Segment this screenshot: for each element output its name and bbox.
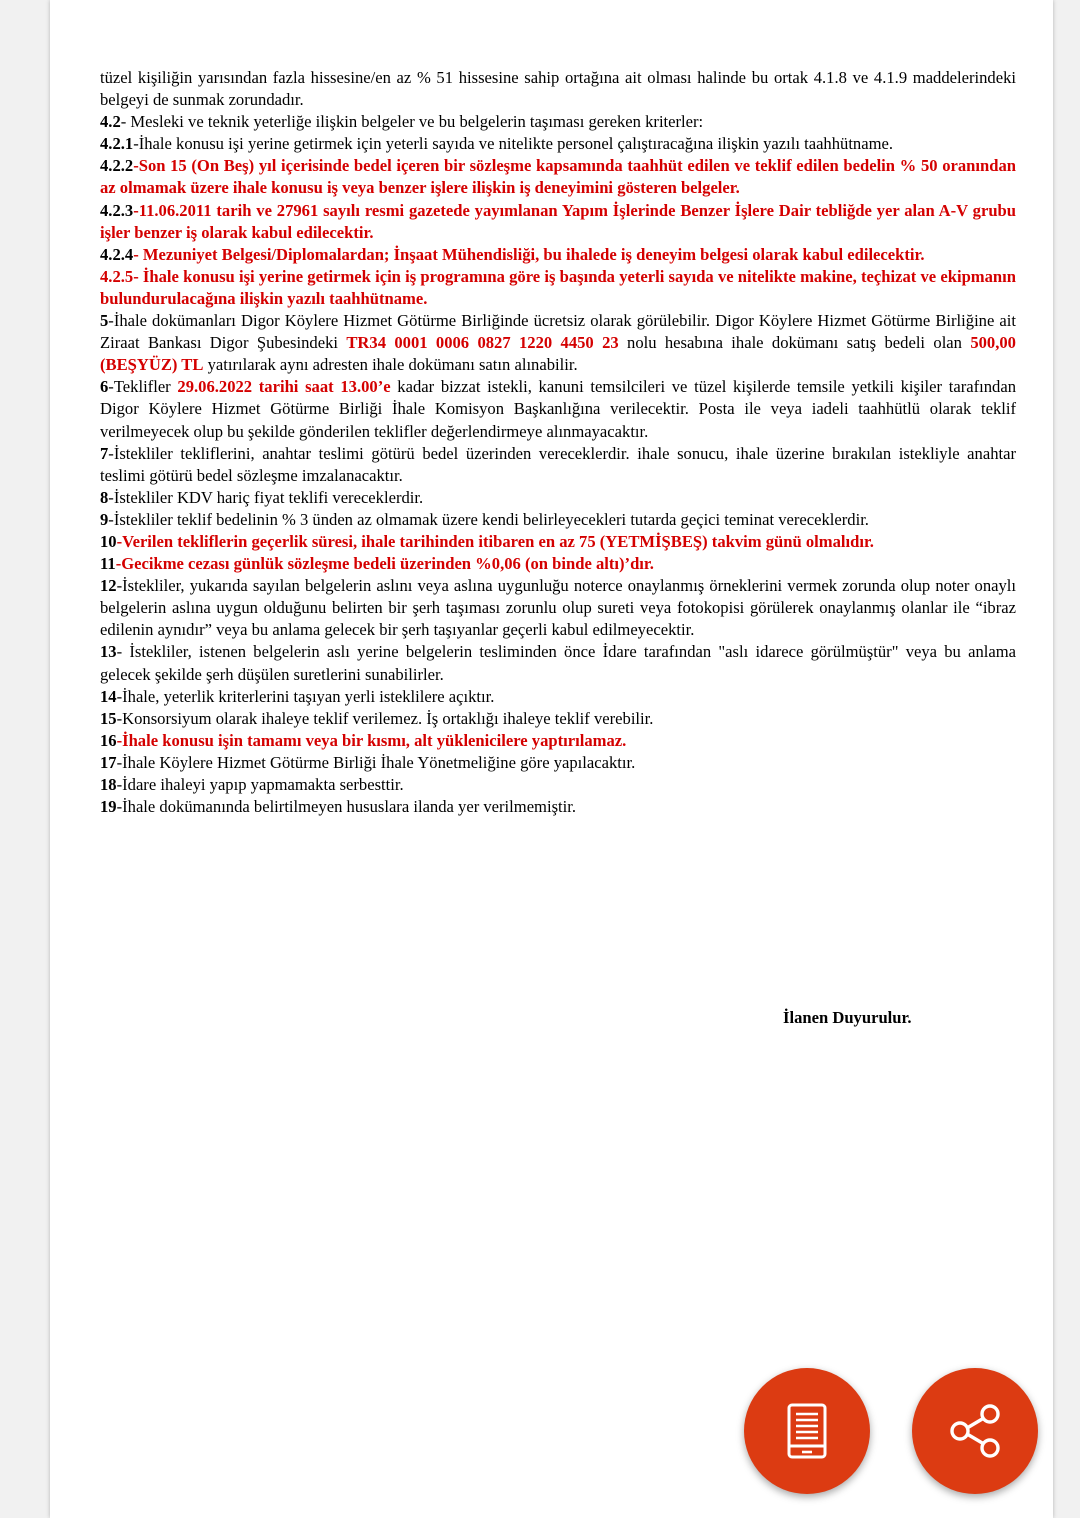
document-body <box>100 67 1016 818</box>
paragraph <box>100 641 1016 685</box>
reader-mode-button[interactable] <box>744 1368 870 1494</box>
item-number: 8 <box>100 487 109 507</box>
highlighted-text: -Son 15 (On Beş) yıl içerisinde bedel içeren bir sözleşme kapsamında taahhüt edilen ve teklif edilen bedelin % 50 oranından az olmamak üzere ihale konusu iş veya benzer işlere ilişkin iş deneyimini gösteren belgeler. <box>100 156 1016 198</box>
text-segment: nolu hesabına ihale dokümanı satış bedeli olan <box>618 333 971 353</box>
highlighted-text: -Gecikme cezası günlük sözleşme bedeli üzerinden %0,06 (on binde altı)’dır. <box>115 554 654 574</box>
highlighted-text: TR34 0001 0006 0827 1220 4450 23 <box>346 333 619 353</box>
paragraph <box>100 67 1016 111</box>
paragraph <box>100 111 1016 133</box>
share-button[interactable] <box>912 1368 1038 1494</box>
paragraph <box>100 708 1016 730</box>
highlighted-text: -Verilen tekliflerin geçerlik süresi, ihale tarihinden itibaren en az 75 (YETMİŞBEŞ) takvim günü olmalıdır. <box>116 531 874 551</box>
item-number: 16 <box>100 730 117 750</box>
paragraph <box>100 443 1016 487</box>
text-segment: -İstekliler, yukarıda sayılan belgelerin aslını veya aslına uygunluğu noterce onaylanmış örneklerini vermek zorunda olup noter onaylı belgelerin aslına uygun olduğunu belirten bir şerh taşıması zorunlu olup sureti veya fotokopisi görülerek onaylanmış olanlar ile “ibraz edilenin aynıdır” veya bu anlama gelecek bir şerh taşıyanlar geçerli kabul edilmeyecektir. <box>100 576 1016 640</box>
text-segment: -İstekliler tekliflerini, anahtar teslimi götürü bedel üzerinden vereceklerdir. ihale sonucu, ihale üzerine bırakılan istekliyle anahtar teslimi götürü bedel sözleşme imzalanacaktır. <box>100 443 1016 485</box>
paragraph <box>100 531 1016 553</box>
item-number: 4.2.1 <box>100 134 134 154</box>
text-segment: -İhale, yeterlik kriterlerini taşıyan yerli isteklilere açıktır. <box>116 686 495 706</box>
item-number: 4.2.4 <box>100 244 134 264</box>
closing-line: İlanen Duyurulur. <box>783 1008 912 1027</box>
paragraph <box>100 752 1016 774</box>
paragraph <box>100 796 1016 818</box>
item-number: 7 <box>100 443 109 463</box>
document-reader-icon <box>787 1403 827 1459</box>
item-number: 6 <box>100 377 109 397</box>
paragraph <box>100 509 1016 531</box>
text-segment: -İhale Köylere Hizmet Götürme Birliği İhale Yönetmeliğine göre yapılacaktır. <box>116 752 636 772</box>
item-number: 5 <box>100 311 109 331</box>
paragraph <box>100 133 1016 155</box>
text-segment: yatırılarak aynı adresten ihale dokümanı satın alınabilir. <box>203 355 578 375</box>
document-page <box>50 0 1053 1518</box>
highlighted-text: - Mezuniyet Belgesi/Diplomalardan; İnşaat Mühendisliği, bu ihalede iş deneyim belgesi olarak kabul edilecektir. <box>133 244 925 264</box>
item-number: 12 <box>100 576 117 596</box>
paragraph <box>100 244 1016 266</box>
text-segment: -İstekliler KDV hariç fiyat teklifi vereceklerdir. <box>108 487 424 507</box>
share-icon <box>946 1402 1004 1460</box>
paragraph <box>100 730 1016 752</box>
text-segment: -İstekliler teklif bedelinin % 3 ünden az olmamak üzere kendi belirleyecekleri tutarda geçici teminat vereceklerdir. <box>108 509 869 529</box>
item-number: 19 <box>100 797 117 817</box>
highlighted-text: 4.2.5- İhale konusu işi yerine getirmek için iş programına göre iş başında yeterli sayıda ve nitelikte makine, teçhizat ve ekipmanın bulundurulacağına ilişkin yazılı taahhütname. <box>100 266 1016 308</box>
item-number: 14 <box>100 686 117 706</box>
text-segment: -İhale konusu işi yerine getirmek için yeterli sayıda ve nitelikte personel çalıştıracağına ilişkin yazılı taahhütname. <box>133 134 894 154</box>
highlighted-text: 29.06.2022 tarihi saat 13.00’e <box>177 377 391 397</box>
item-number: 4.2.3 <box>100 200 134 220</box>
paragraph <box>100 774 1016 796</box>
text-segment: -İhale dokümanında belirtilmeyen hususlara ilanda yer verilmemiştir. <box>116 797 577 817</box>
highlighted-text: -İhale konusu işin tamamı veya bir kısmı, alt yüklenicilere yaptırılamaz. <box>116 730 627 750</box>
highlighted-text: -11.06.2011 tarih ve 27961 sayılı resmi gazetede yayımlanan Yapım İşlerinde Benzer İşlere Dair tebliğde yer alan A-V grubu işler benzer iş olarak kabul edilecektir. <box>100 200 1016 242</box>
paragraph <box>100 266 1016 310</box>
highlighted-text: 500,00 (BEŞYÜZ) TL <box>100 333 1016 375</box>
item-number: 11 <box>100 554 116 574</box>
item-number: 4.2.2 <box>100 156 134 176</box>
paragraph <box>100 575 1016 641</box>
paragraph <box>100 200 1016 244</box>
text-segment: - Mesleki ve teknik yeterliğe ilişkin belgeler ve bu belgelerin taşıması gereken kriterler: <box>120 112 704 132</box>
item-number: 18 <box>100 775 117 794</box>
paragraph <box>100 686 1016 708</box>
item-number: 4.2 <box>100 112 121 132</box>
text-segment: -İdare ihaleyi yapıp yapmamakta serbesttir. <box>116 775 404 794</box>
text-segment: tüzel kişiliğin yarısından fazla hissesine/en az % 51 hissesine sahip ortağına ait olması halinde bu ortak 4.1.8 ve 4.1.9 maddelerindeki belgeyi de sunmak zorundadır. <box>100 68 1016 110</box>
paragraph <box>100 553 1016 575</box>
text-segment: kadar bizzat istekli, kanuni temsilcileri ve tüzel kişilerde temsile yetkili kişiler tarafından Digor Köylere Hizmet Götürme Birliği İhale Komisyon Başkanlığına verilecektir. Posta ile veya iadeli taahhütlü olarak teklif verilmeyecek olup bu şekilde gönderilen teklifler değerlendirmeye alınmayacaktır. <box>100 377 1017 441</box>
text-segment: -Konsorsiyum olarak ihaleye teklif verilemez. İş ortaklığı ihaleye teklif verebilir. <box>116 708 654 728</box>
text-segment: - İstekliler, istenen belgelerin aslı yerine belgelerin tesliminden önce İdare tarafından "aslı idarece görülmüştür" veya bu anlama gelecek şekilde şerh düşülen suretlerini sunabilirler. <box>100 642 1016 684</box>
paragraph <box>100 310 1016 376</box>
item-number: 15 <box>100 708 117 728</box>
item-number: 10 <box>100 531 117 551</box>
item-number: 17 <box>100 752 117 772</box>
item-number: 13 <box>100 642 117 662</box>
paragraph <box>100 155 1016 199</box>
text-segment: -Teklifler <box>108 377 178 397</box>
item-number: 9 <box>100 509 109 529</box>
text-segment: -İhale dokümanları Digor Köylere Hizmet Götürme Birliğinde ücretsiz olarak görülebilir. Digor Köylere Hizmet Götürme Birliğine ait Ziraat Bankası Digor Şubesindeki <box>100 311 1016 353</box>
paragraph <box>100 487 1016 509</box>
paragraph <box>100 376 1016 442</box>
